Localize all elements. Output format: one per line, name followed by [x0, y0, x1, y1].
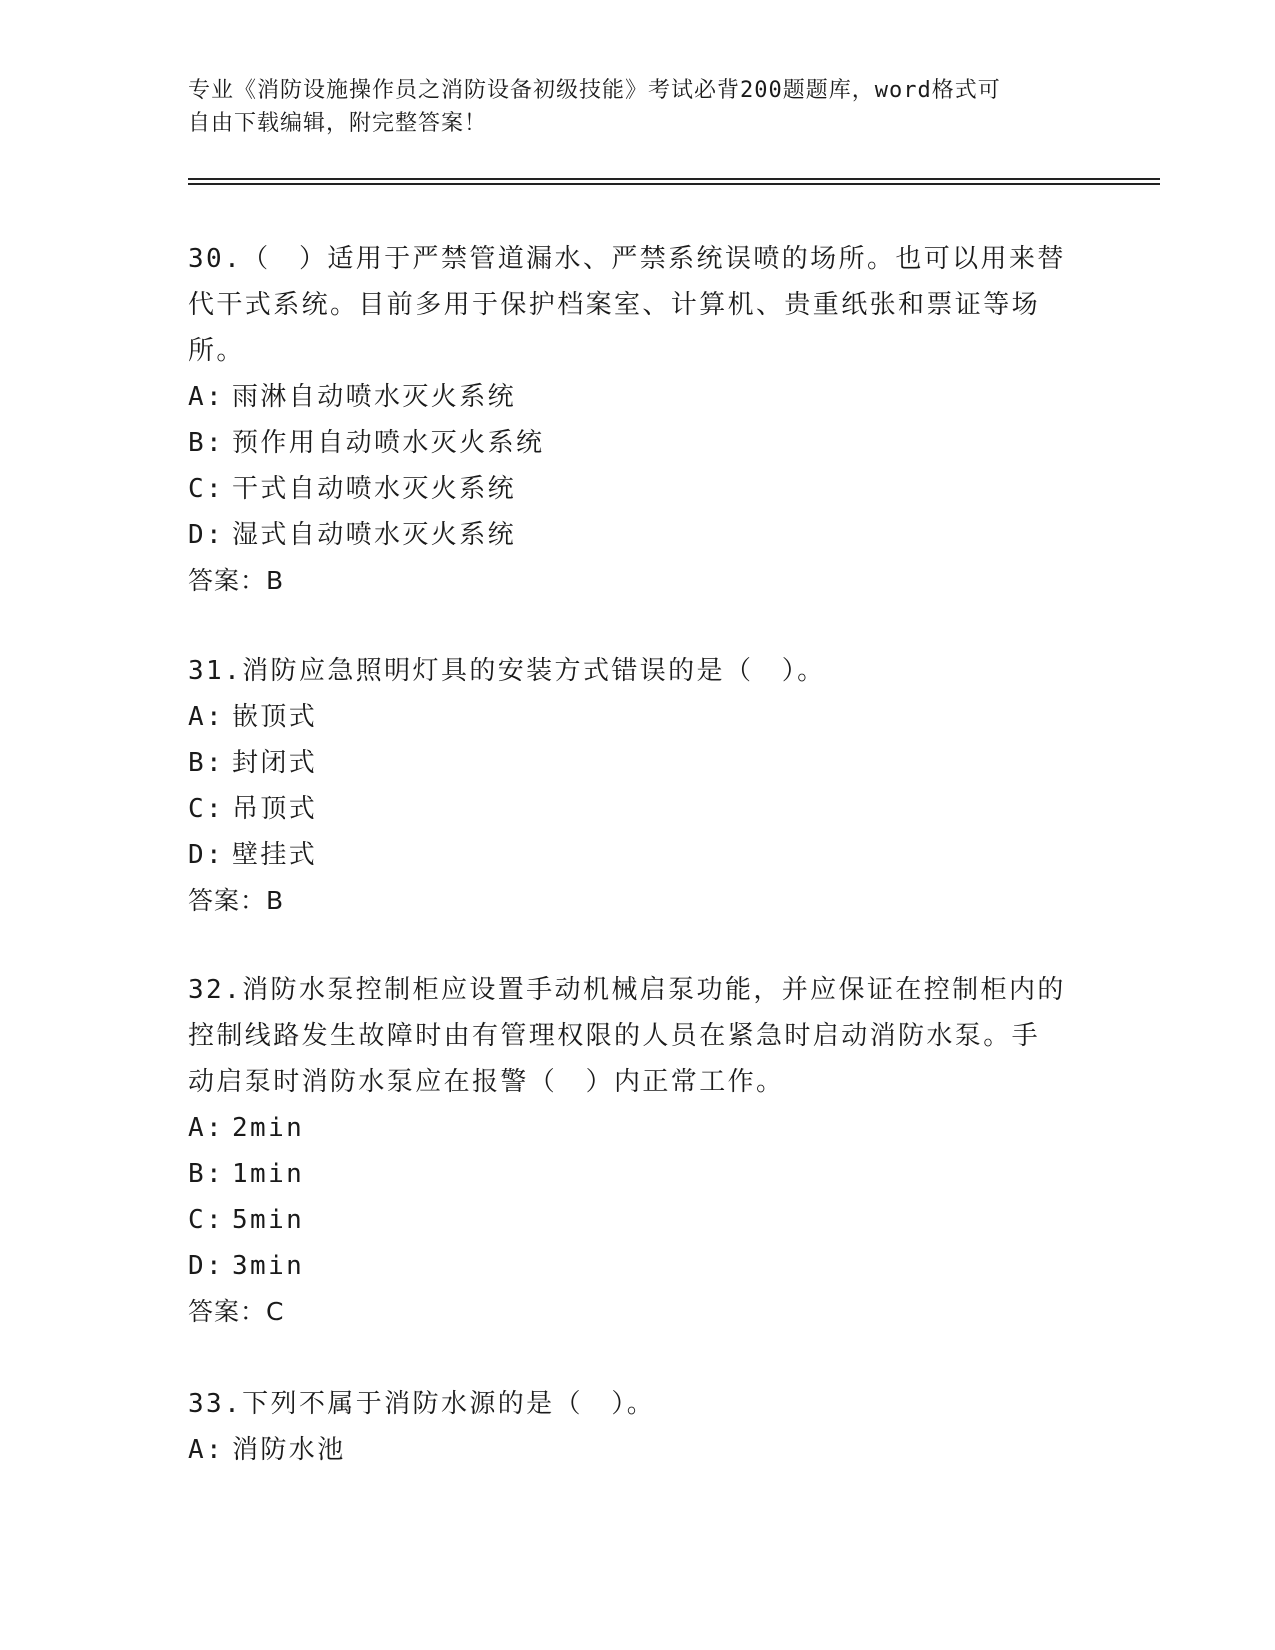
question-stem-line: 32.消防水泵控制柜应设置手动机械启泵功能，并应保证在控制柜内的	[188, 975, 1066, 1005]
option-b	[188, 740, 1088, 786]
question-stem-line: 动启泵时消防水泵应在报警（ ）内正常工作。	[188, 1067, 785, 1097]
option-text: 雨淋自动喷水灭火系统	[232, 382, 517, 412]
answer-line: 答案：B	[188, 886, 285, 915]
question-stem-line: 所。	[188, 336, 245, 366]
header-line-1: 专业《消防设施操作员之消防设备初级技能》考试必背200题题库，word格式可	[188, 78, 1001, 103]
option-d	[188, 512, 1088, 558]
question-stem-line: 控制线路发生故障时由有管理权限的人员在紧急时启动消防水泵。手	[188, 1021, 1041, 1051]
header-line-2: 自由下载编辑，附完整答案！	[188, 111, 488, 136]
question-stem-line: 30.（ ）适用于严禁管道漏水、严禁系统误喷的场所。也可以用来替	[188, 244, 1066, 274]
option-label: D:	[188, 520, 225, 550]
document-header	[188, 74, 1068, 140]
option-a	[188, 694, 1088, 740]
option-text: 吊顶式	[232, 794, 318, 824]
option-a	[188, 1427, 1088, 1473]
option-label: A:	[188, 1435, 225, 1465]
answer-line: 答案：C	[188, 1297, 285, 1326]
option-text: 3min	[232, 1251, 305, 1281]
header-divider-top	[188, 178, 1160, 180]
question-33	[188, 1381, 1088, 1473]
option-text: 5min	[232, 1205, 305, 1235]
option-text: 干式自动喷水灭火系统	[232, 474, 517, 504]
option-a	[188, 1105, 1088, 1151]
option-c	[188, 786, 1088, 832]
option-text: 封闭式	[232, 748, 318, 778]
question-32	[188, 967, 1088, 1335]
option-label: A:	[188, 702, 225, 732]
answer-line: 答案：B	[188, 566, 285, 595]
option-label: B:	[188, 748, 225, 778]
question-30	[188, 236, 1088, 604]
question-stem-line: 33.下列不属于消防水源的是（ ）。	[188, 1389, 656, 1419]
option-text: 预作用自动喷水灭火系统	[232, 428, 545, 458]
option-d	[188, 832, 1088, 878]
header-divider-bottom	[188, 183, 1160, 185]
option-label: D:	[188, 840, 225, 870]
question-31	[188, 648, 1088, 924]
option-text: 2min	[232, 1113, 305, 1143]
option-c	[188, 1197, 1088, 1243]
option-c	[188, 466, 1088, 512]
option-b	[188, 1151, 1088, 1197]
option-label: C:	[188, 474, 225, 504]
option-label: D:	[188, 1251, 225, 1281]
option-text: 消防水池	[232, 1435, 346, 1465]
option-text: 湿式自动喷水灭火系统	[232, 520, 517, 550]
option-label: B:	[188, 428, 225, 458]
option-d	[188, 1243, 1088, 1289]
question-stem-line: 代干式系统。目前多用于保护档案室、计算机、贵重纸张和票证等场	[188, 290, 1041, 320]
option-label: C:	[188, 1205, 225, 1235]
option-label: A:	[188, 1113, 225, 1143]
option-text: 壁挂式	[232, 840, 318, 870]
option-b	[188, 420, 1088, 466]
option-text: 嵌顶式	[232, 702, 318, 732]
question-stem-line: 31.消防应急照明灯具的安装方式错误的是（ ）。	[188, 656, 826, 686]
option-text: 1min	[232, 1159, 305, 1189]
option-label: C:	[188, 794, 225, 824]
option-label: B:	[188, 1159, 225, 1189]
option-label: A:	[188, 382, 225, 412]
option-a	[188, 374, 1088, 420]
